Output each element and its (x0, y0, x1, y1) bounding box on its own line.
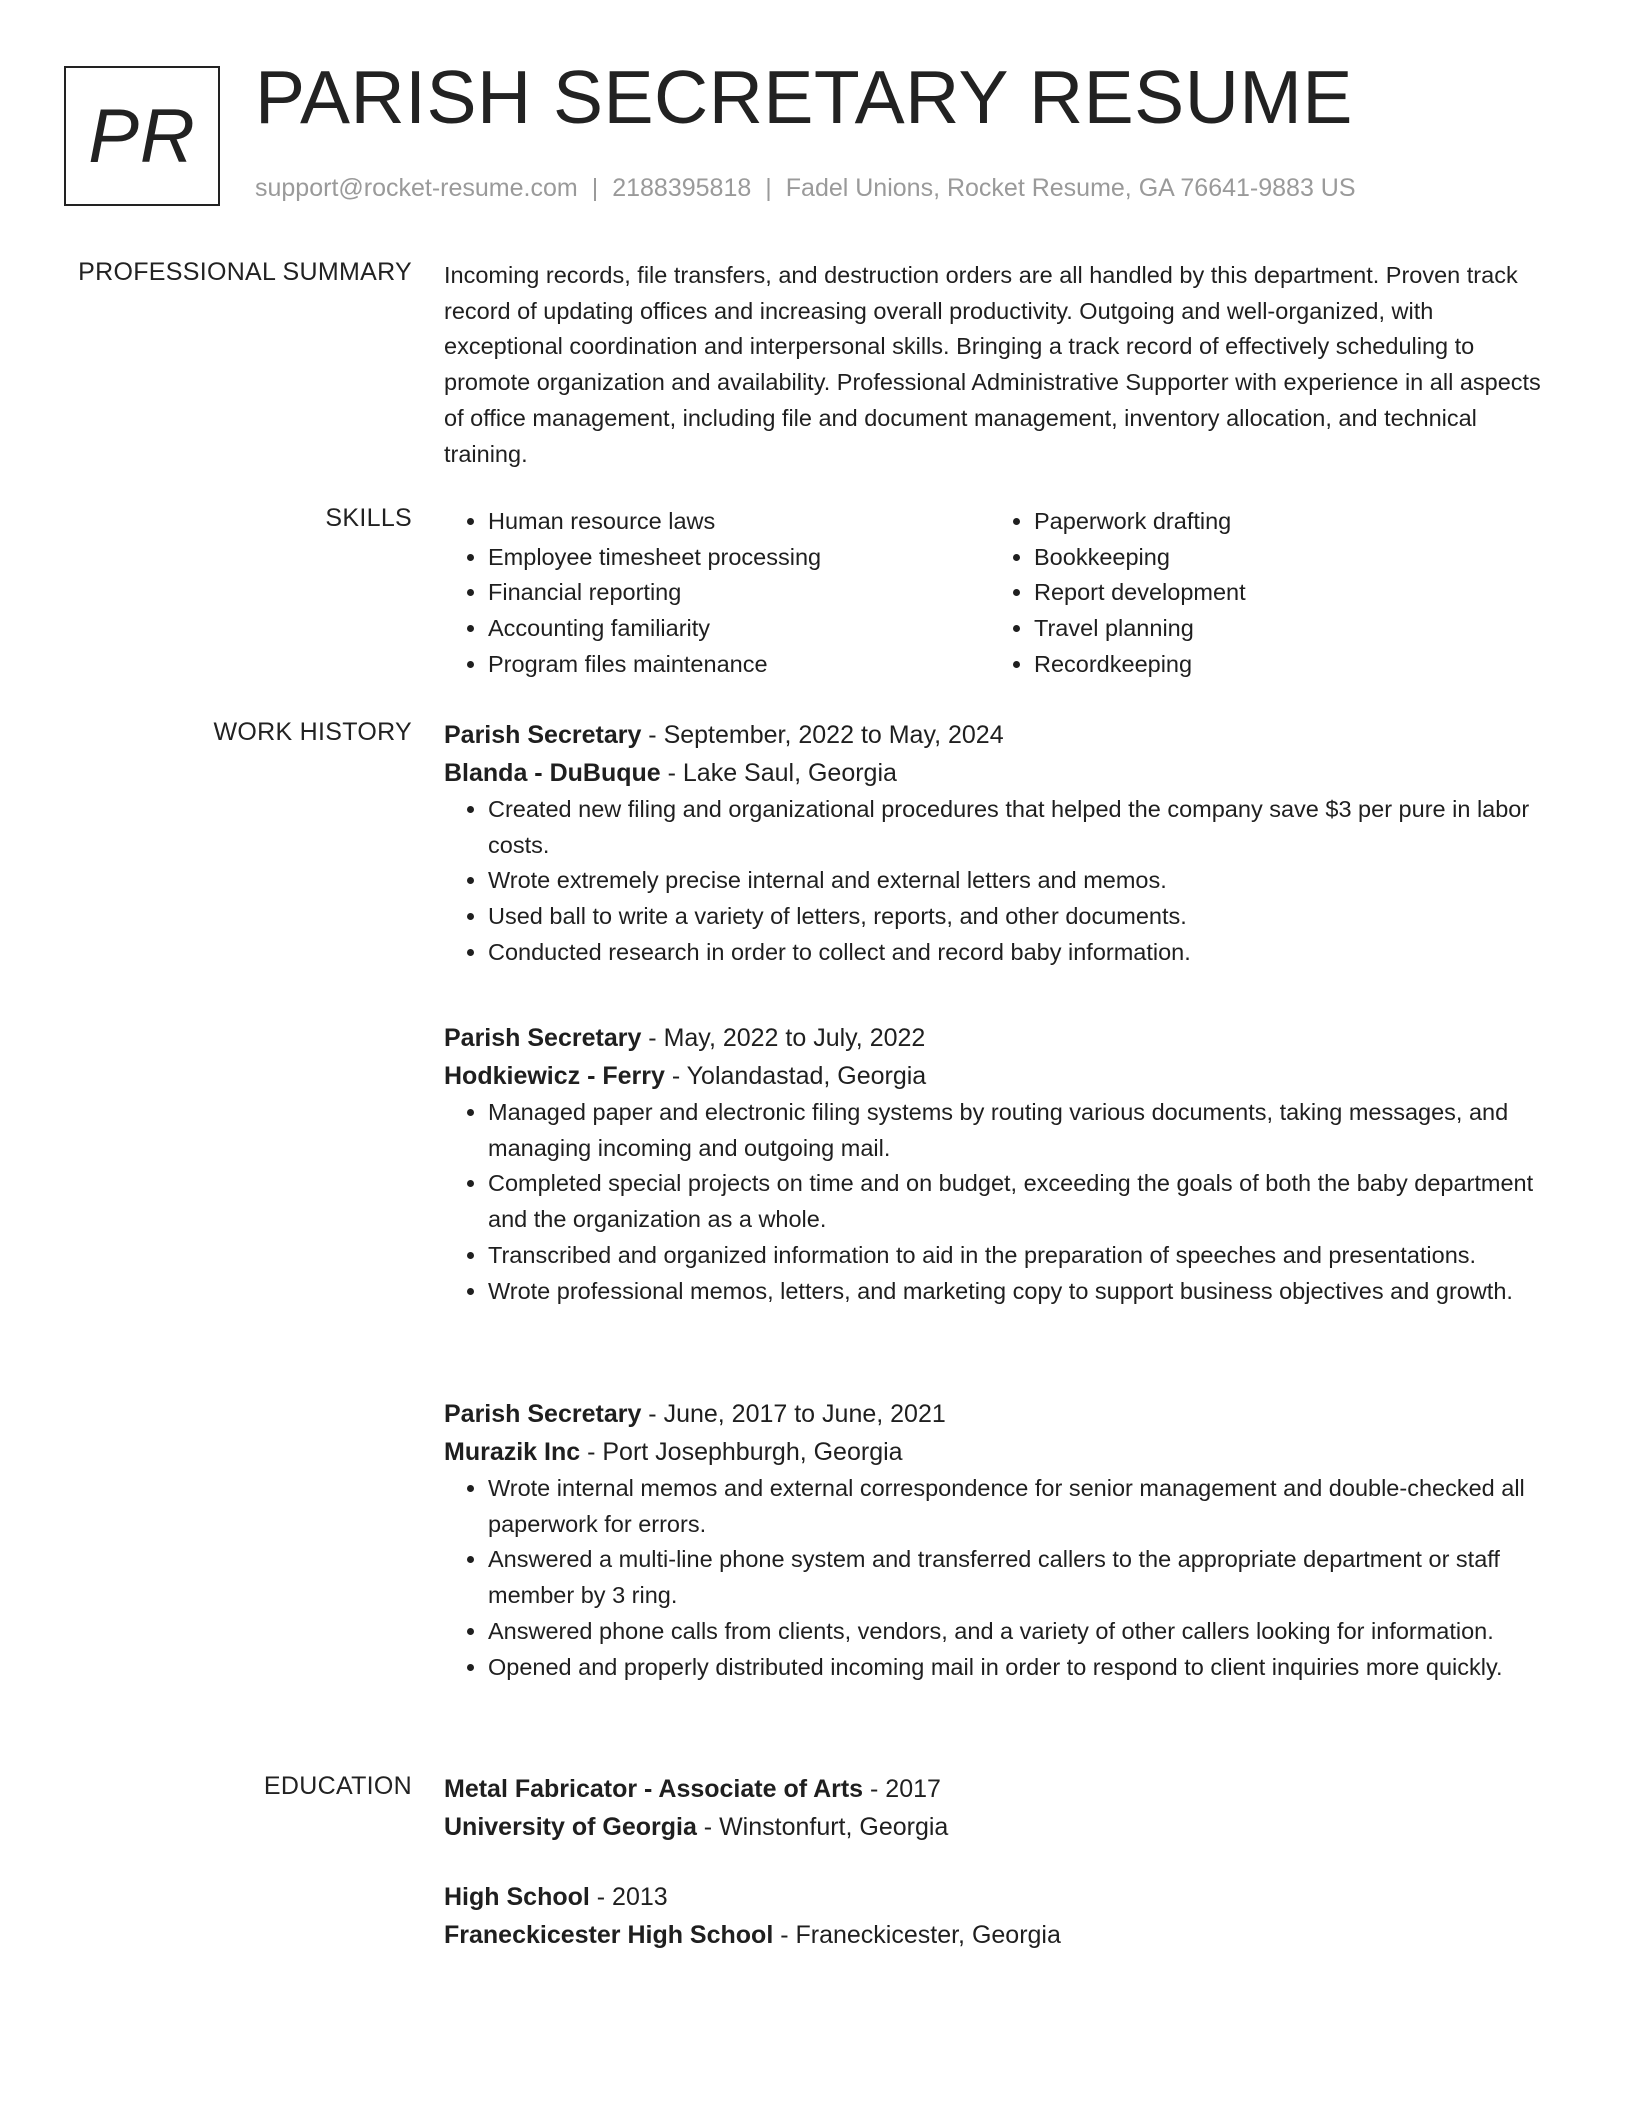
job-bullet: • Answered a multi-line phone system and transferred callers to the appropriate department or staff member by 3 ring. (488, 1542, 1556, 1613)
job-bullet: • Wrote extremely precise internal and external letters and memos. (488, 863, 1556, 899)
job-bullet: • Answered phone calls from clients, vendors, and a variety of other callers looking for information. (488, 1614, 1556, 1650)
skill-item: • Human resource laws (488, 504, 990, 540)
job-bullet: • Wrote professional memos, letters, and marketing copy to support business objectives and growth. (488, 1274, 1556, 1310)
job-entry (444, 1395, 1556, 1685)
education-year: - 2013 (589, 1883, 668, 1911)
summary-text: Incoming records, file transfers, and destruction orders are all handled by this department. Proven track record of updating offices and increasing overall productivity. Outgoing and well-organized, with exceptional coordination and interpersonal skills. Bringing a track record of effectively scheduling to promote organization and availability. Professional Administrative Supporter with experience in all aspects of office management, including file and document management, inventory allocation, and technical training. (444, 262, 1541, 467)
education-heading: EDUCATION (263, 1772, 412, 1800)
job-company-line (444, 1057, 1556, 1095)
skills-column-right (990, 504, 1536, 683)
job-bullet: • Used ball to write a variety of letters, reports, and other documents. (488, 899, 1556, 935)
job-dates: - May, 2022 to July, 2022 (641, 1024, 926, 1052)
job-title-line (444, 1395, 1556, 1433)
education-school: University of Georgia (444, 1813, 697, 1841)
work-history-heading: WORK HISTORY (213, 718, 412, 746)
job-entry (444, 1019, 1556, 1309)
contact-address: Fadel Unions, Rocket Resume, GA 76641-9883 US (785, 174, 1356, 202)
job-bullet: • Managed paper and electronic filing systems by routing various documents, taking messages, and managing incoming and outgoing mail. (488, 1095, 1556, 1166)
education-location: - Franeckicester, Georgia (773, 1921, 1061, 1949)
education-degree: Metal Fabricator - Associate of Arts (444, 1775, 864, 1803)
skill-item: • Employee timesheet processing (488, 540, 990, 576)
job-company-line (444, 754, 1556, 792)
skill-item: • Report development (1034, 575, 1536, 611)
job-dates: - June, 2017 to June, 2021 (641, 1400, 946, 1428)
summary-heading: PROFESSIONAL SUMMARY (78, 258, 412, 286)
job-location: - Port Josephburgh, Georgia (580, 1438, 903, 1466)
job-location: - Yolandastad, Georgia (664, 1062, 927, 1090)
education-degree: High School (444, 1883, 590, 1911)
skill-item: • Travel planning (1034, 611, 1536, 647)
job-bullets (444, 1095, 1556, 1309)
contact-phone[interactable]: 2188395818 (612, 174, 752, 202)
education-degree-line (444, 1770, 1556, 1808)
job-bullet: • Created new filing and organizational procedures that helped the company save $3 per pure in labor costs. (488, 792, 1556, 863)
job-title: Parish Secretary (444, 1024, 642, 1052)
contact-separator: | (591, 174, 599, 202)
contact-separator: | (765, 174, 772, 202)
job-bullet: • Transcribed and organized information to aid in the preparation of speeches and presentations. (488, 1238, 1556, 1274)
job-company: Murazik Inc (444, 1438, 581, 1466)
job-bullet: • Conducted research in order to collect and record baby information. (488, 935, 1556, 971)
skill-item: • Financial reporting (488, 575, 990, 611)
job-title-line (444, 1019, 1556, 1057)
education-entry (444, 1878, 1556, 1954)
skills-heading: SKILLS (325, 504, 412, 532)
job-location: - Lake Saul, Georgia (660, 759, 897, 787)
job-title: Parish Secretary (444, 721, 642, 749)
job-bullet: • Completed special projects on time and on budget, exceeding the goals of both the baby department and the organization as a whole. (488, 1166, 1556, 1237)
contact-email[interactable]: support@rocket-resume.com (255, 174, 578, 202)
education-degree-line (444, 1878, 1556, 1916)
job-title: Parish Secretary (444, 1400, 642, 1428)
job-dates: - September, 2022 to May, 2024 (641, 721, 1004, 749)
job-bullets (444, 1471, 1556, 1685)
education-year: - 2017 (863, 1775, 941, 1803)
skills-column-left (444, 504, 990, 683)
skill-item: • Paperwork drafting (1034, 504, 1536, 540)
job-bullet: • Wrote internal memos and external correspondence for senior management and double-checked all paperwork for errors. (488, 1471, 1556, 1542)
job-bullet: • Opened and properly distributed incoming mail in order to respond to client inquiries more quickly. (488, 1650, 1556, 1686)
education-school-line (444, 1808, 1556, 1846)
job-company: Blanda - DuBuque (444, 759, 661, 787)
education-school-line (444, 1916, 1556, 1954)
job-title-line (444, 716, 1556, 754)
contact-line (255, 174, 1356, 203)
job-bullets (444, 792, 1556, 971)
skills-body (444, 504, 1556, 683)
skill-item: • Recordkeeping (1034, 647, 1536, 683)
education-location: - Winstonfurt, Georgia (696, 1813, 949, 1841)
skill-item: • Program files maintenance (488, 647, 990, 683)
job-entry (444, 716, 1556, 971)
monogram-badge: PR (64, 66, 220, 206)
summary-body (444, 258, 1556, 472)
page-title: PARISH SECRETARY RESUME (255, 55, 1353, 139)
skill-item: • Accounting familiarity (488, 611, 990, 647)
job-company-line (444, 1433, 1556, 1471)
education-school: Franeckicester High School (444, 1921, 774, 1949)
job-company: Hodkiewicz - Ferry (444, 1062, 665, 1090)
skill-item: • Bookkeeping (1034, 540, 1536, 576)
education-entry (444, 1770, 1556, 1846)
